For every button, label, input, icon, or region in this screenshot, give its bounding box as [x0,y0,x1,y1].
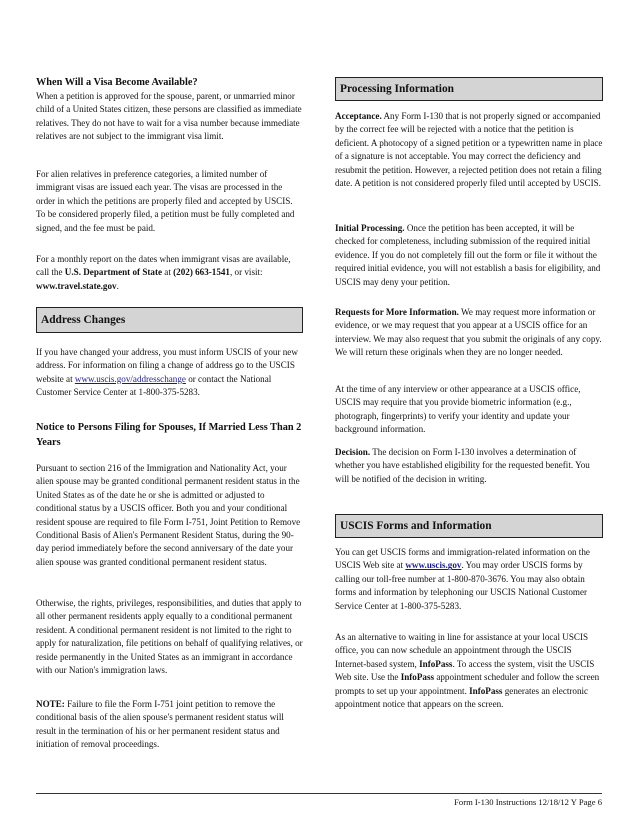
initial-processing-paragraph: Initial Processing. Once the petition has been accepted, it will be checked for completeness, including submission of the required initial evidence. If you do not completely fill out the form or file it without the required initial evidence, you will not establish a basis for eligibility, and USCIS may deny your petition. [335,223,601,287]
decision-paragraph: Decision. The decision on Form I-130 involves a determination of whether you have established eligibility for the requested benefit. You will be notified of the decision in writing. [335,447,590,484]
address-paragraph: If you have changed your address, you must inform USCIS of your new address. For information on filing a change of address go to the USCIS website at www.uscis.gov/addresschange or contact the National Customer Service Center at 1-800-375-5283. [36,347,298,398]
notice-paragraph-1: Pursuant to section 216 of the Immigration and Nationality Act, your alien spouse may be granted conditional permanent resident status in the United States as of the date he or she is admitted or adjusted to conditional status by a USCIS officer. Both you and your conditional resident spouse are required to file Form I-751, Joint Petition to Remove Conditional Basis of Alien's Permanent Resident Status, during the 90-day period immediately before the second anniversary of the date your alien spouse was granted conditional permanent resident status. [36,463,301,567]
state-department-phone: (202) 663-1541 [173,267,230,278]
uscis-forms-header: USCIS Forms and Information [335,514,603,538]
page-footer: Form I-130 Instructions 12/18/12 Y Page 6 [454,797,602,807]
travel-state-website: www.travel.state.gov [36,280,117,291]
forms-paragraph-1: You can get USCIS forms and immigration-related information on the USCIS Web site at www.uscis.gov. You may order USCIS forms by calling our toll-free number at 1-800-870-3676. You may also obtain forms and information by telephoning our USCIS National Customer Service Center at 1-800-375-5283. [335,547,590,611]
visa-paragraph-1: When a petition is approved for the spouse, parent, or unmarried minor child of a United States citizen, these persons are classified as immediate relatives. They do not have to wait for a visa number because immediate relatives are not subject to the immigrant visa limit. [36,91,302,142]
notice-paragraph-2: Otherwise, the rights, privileges, responsibilities, and duties that apply to all other permanent residents apply equally to a conditional permanent resident. A conditional permanent resident is not limited to the right to apply for naturalization, file petitions on behalf of qualifying relatives, or reside permanently in the United States as an immigrant in accordance with our Nation's immigration laws. [36,598,303,676]
visa-paragraph-2: For alien relatives in preference categories, a limited number of immigrant visas are issued each year. The visas are processed in the order in which the petitions are properly filed and accepted by USCIS. To be considered properly filed, a petition must be fully completed and signed, and the fee must be paid. [36,169,295,233]
footer-rule [36,793,602,794]
requests-paragraph: Requests for More Information. We may request more information or evidence, or we may request that you appear at a USCIS office for an interview. We may also request that you submit the originals of any copy. We will return these originals when they are no longer needed. [335,307,602,358]
uscis-website-link[interactable]: www.uscis.gov [405,560,462,571]
interview-paragraph: At the time of any interview or other appearance at a USCIS office, USCIS may require that you provide biometric information (e.g., photograph, fingerprints) to verify your identity and update your background information. [335,384,581,435]
forms-paragraph-2: As an alternative to waiting in line for assistance at your local USCIS office, you can now schedule an appointment through the USCIS Internet-based system, InfoPass. To access the system, visit the USCIS Web site. Use the InfoPass appointment scheduler and follow the screen prompts to set up your appointment. InfoPass generates an electronic appointment notice that appears on the screen. [335,632,600,710]
notice-heading: Notice to Persons Filing for Spouses, If Married Less Than 2 Years [36,422,302,448]
visa-heading: When Will a Visa Become Available? [36,77,198,88]
state-department-name: U.S. Department of State [64,267,163,278]
note-label: NOTE: [36,699,65,709]
processing-information-header: Processing Information [335,77,603,101]
address-changes-header: Address Changes [36,307,303,333]
note-paragraph: NOTE: Failure to file the Form I-751 joint petition to remove the conditional basis of the alien spouse's permanent resident status will result in the termination of his or her permanent resident status and initiation of removal proceedings. [36,699,284,750]
acceptance-paragraph: Acceptance. Any Form I-130 that is not properly signed or accompanied by the correct fee will be rejected with a notice that the petition is deficient. A photocopy of a signed petition or a typewritten name in place of a signature is not acceptable. You may correct the deficiency and resubmit the petition. However, a rejected petition does not retain a filing date. A petition is not considered properly filed until accepted by USCIS. [335,111,603,189]
visa-paragraph-3: For a monthly report on the dates when immigrant visas are available, call the U.S. Department of State at (202) 663-1541, or visit: www.travel.state.gov. [36,254,291,291]
address-change-link[interactable]: www.uscis.gov/addresschange [74,373,186,384]
